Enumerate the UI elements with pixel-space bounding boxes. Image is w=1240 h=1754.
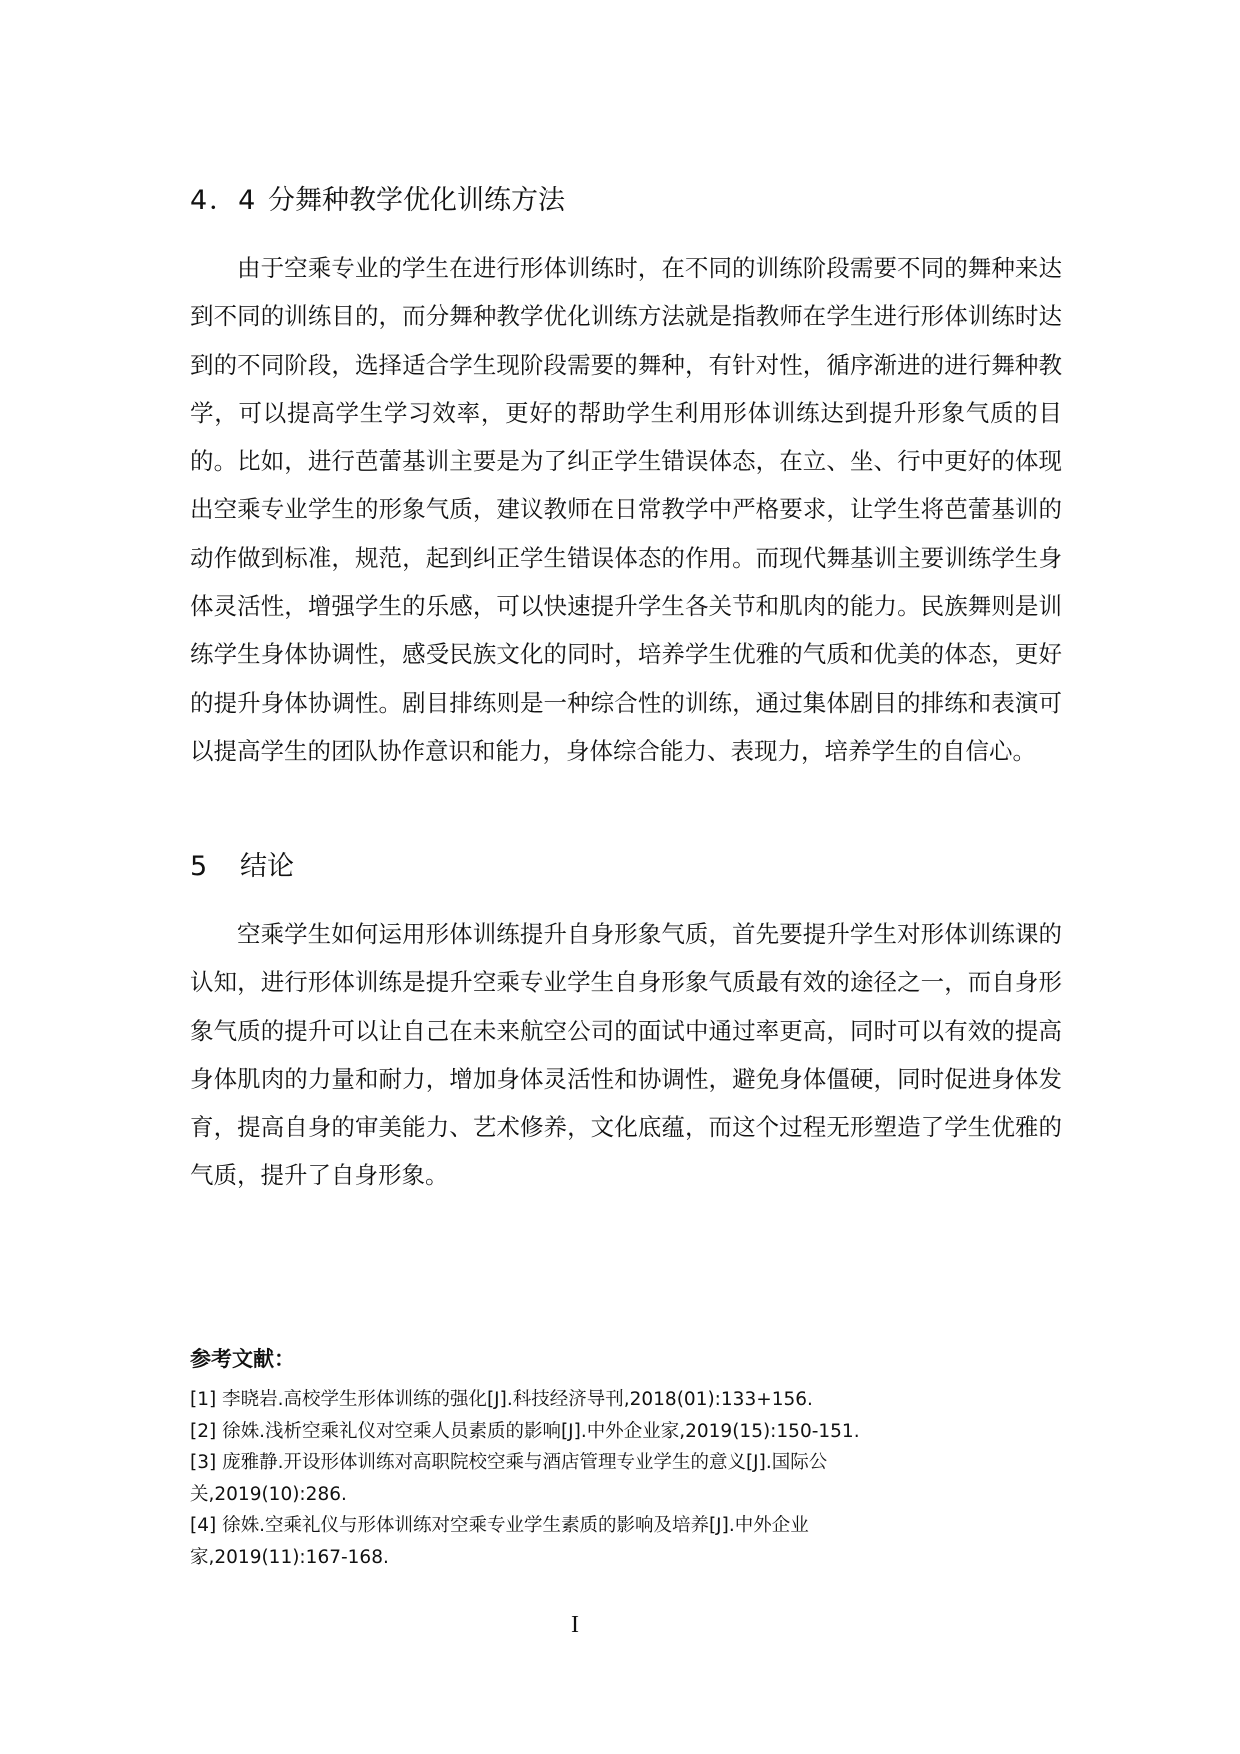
page-number: I — [571, 1612, 579, 1638]
reference-item: [4] 徐姝.空乘礼仪与形体训练对空乘专业学生素质的影响及培养[J].中外企业 — [190, 1515, 809, 1536]
section-heading-4-4 — [190, 178, 565, 217]
reference-item: [3] 庞雅静.开设形体训练对高职院校空乘与酒店管理专业学生的意义[J].国际公 — [190, 1452, 828, 1473]
section-4-4-paragraph: 由于空乘专业的学生在进行形体训练时，在不同的训练阶段需要不同的舞种来达到不同的训练目的，而分舞种教学优化训练方法就是指教师在学生进行形体训练时达到的不同阶段，选择适合学生现阶段需要的舞种，有针对性，循序渐进的进行舞种教学，可以提高学生学习效率，更好的帮助学生利用形体训练达到提升形象气质的目的。比如，进行芭蕾基训主要是为了纠正学生错误体态，在立、坐、行中更好的体现出空乘专业学生的形象气质，建议教师在日常教学中严格要求，让学生将芭蕾基训的动作做到标准，规范，起到纠正学生错误体态的作用。而现代舞基训主要训练学生身体灵活性，增强学生的乐感，可以快速提升学生各关节和肌肉的能力。民族舞则是训练学生身体协调性，感受民族文化的同时，培养学生优雅的气质和优美的体态，更好的提升身体协调性。剧目排练则是一种综合性的训练，通过集体剧目的排练和表演可以提高学生的团队协作意识和能力，身体综合能力、表现力，培养学生的自信心。 — [190, 254, 1062, 765]
section-heading-5 — [190, 844, 294, 883]
section-title: 结论 — [240, 851, 294, 882]
conclusion-paragraph: 空乘学生如何运用形体训练提升自身形象气质，首先要提升学生对形体训练课的认知，进行形体训练是提升空乘专业学生自身形象气质最有效的途径之一，而自身形象气质的提升可以让自己在未来航空公司的面试中通过率更高，同时可以有效的提高身体肌肉的力量和耐力，增加身体灵活性和协调性，避免身体僵硬，同时促进身体发育，提高自身的审美能力、艺术修养，文化底蕴，而这个过程无形塑造了学生优雅的气质，提升了自身形象。 — [190, 920, 1062, 1190]
section-number: 4．4 — [190, 185, 258, 216]
references-title: 参考文献： — [190, 1347, 295, 1371]
reference-item: [1] 李晓岩.高校学生形体训练的强化[J].科技经济导刊,2018(01):133+156. — [190, 1389, 813, 1410]
reference-item-continuation: 家,2019(11):167-168. — [190, 1546, 389, 1568]
section-title: 分舞种教学优化训练方法 — [268, 185, 565, 216]
section-number: 5 — [190, 851, 208, 882]
reference-item: [2] 徐姝.浅析空乘礼仪对空乘人员素质的影响[J].中外企业家,2019(15):150-151. — [190, 1420, 860, 1442]
reference-item-continuation: 关,2019(10):286. — [190, 1483, 347, 1505]
references-list — [190, 1384, 990, 1573]
